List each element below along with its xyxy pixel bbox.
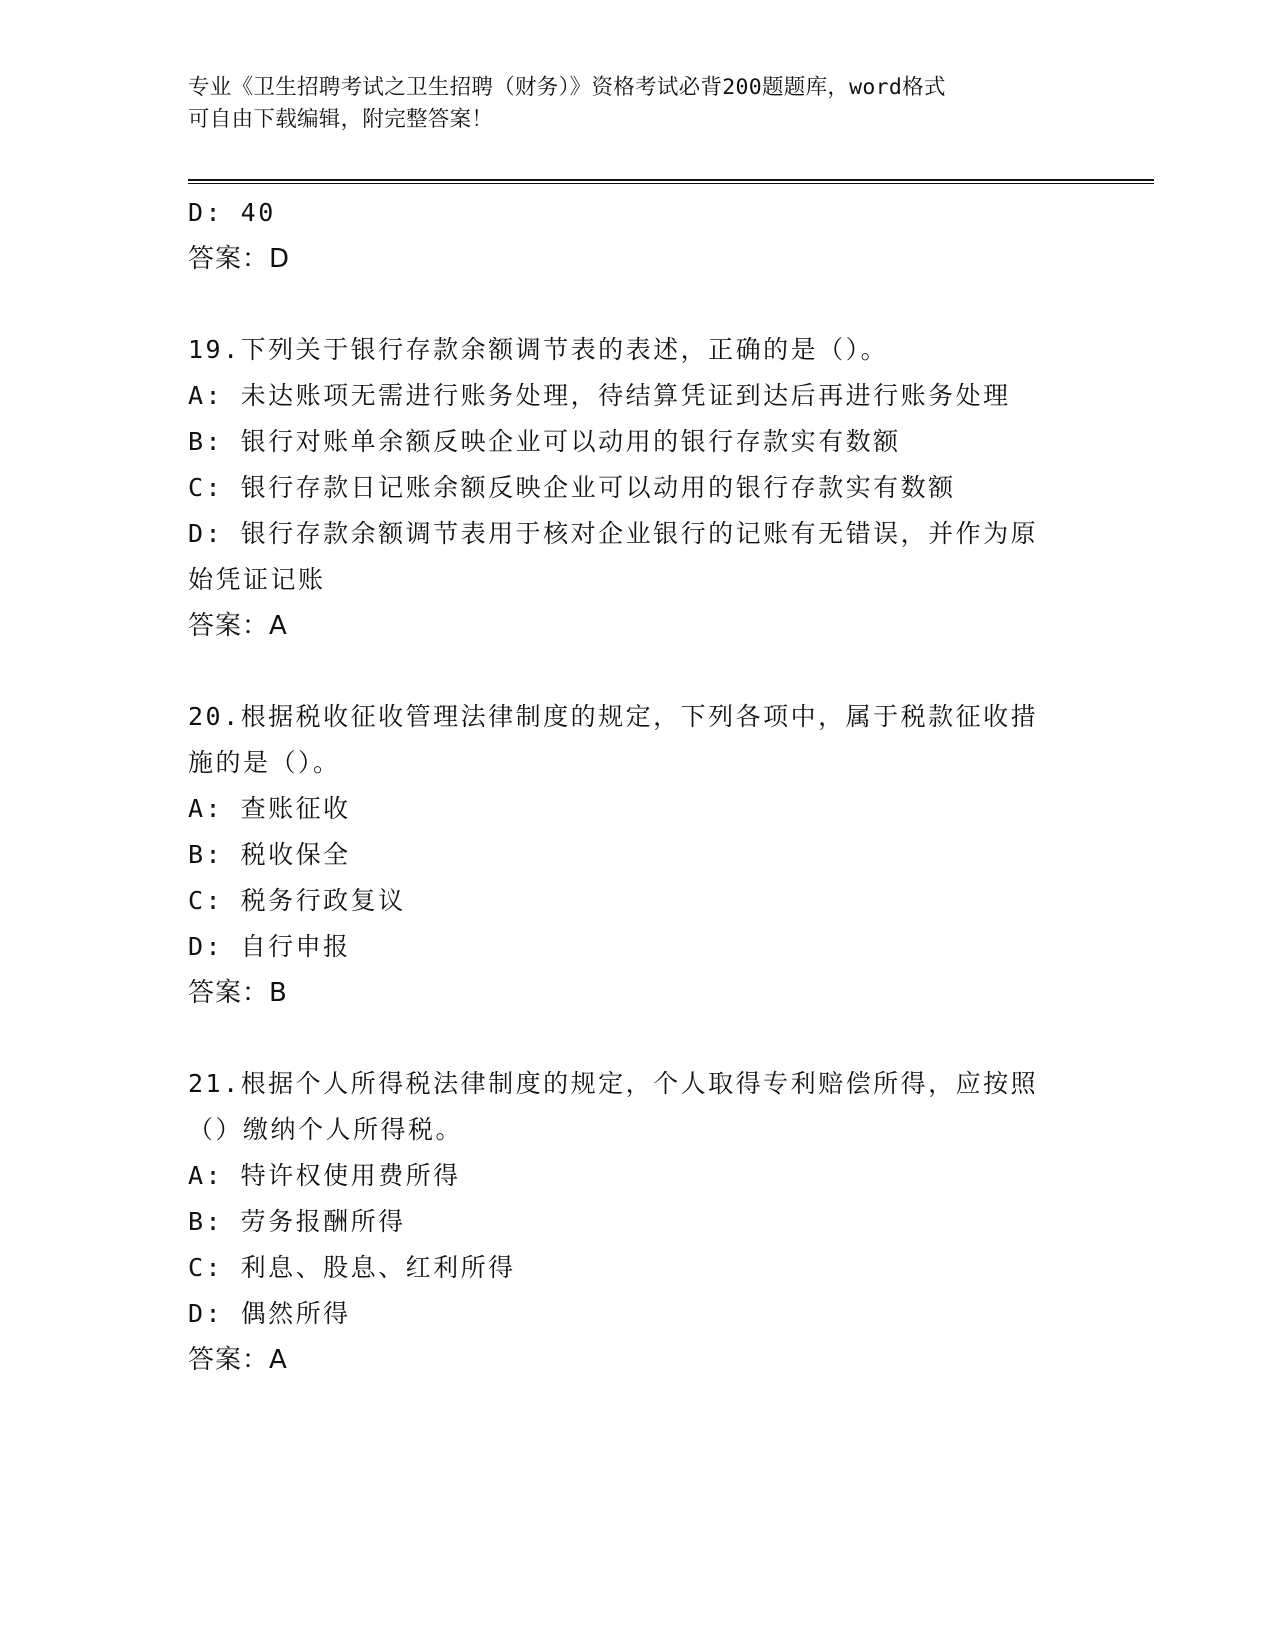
option-b: B: 银行对账单余额反映企业可以动用的银行存款实有数额: [188, 427, 901, 456]
question-21: [188, 1061, 1088, 1383]
header-title-line-1: 专业《卫生招聘考试之卫生招聘（财务）》资格考试必背200题题库，word格式: [188, 75, 946, 100]
answer: 答案：B: [188, 978, 288, 1008]
option-b: B: 税收保全: [188, 840, 351, 869]
option-b: B: 劳务报酬所得: [188, 1207, 406, 1236]
document-body: [188, 190, 1088, 1383]
option-a: A: 特许权使用费所得: [188, 1161, 461, 1190]
question-stem-line-continued: 施的是（）。: [188, 748, 341, 777]
option-a: A: 查账征收: [188, 794, 351, 823]
header-divider-thick: [188, 179, 1154, 181]
option-a: A: 未达账项无需进行账务处理，待结算凭证到达后再进行账务处理: [188, 381, 1011, 410]
answer: 答案：A: [188, 611, 288, 641]
question-stem-line: 21.根据个人所得税法律制度的规定，个人取得专利赔偿所得，应按照: [188, 1069, 1039, 1098]
option-d: D: 自行申报: [188, 932, 351, 961]
option-c: C: 税务行政复议: [188, 886, 406, 915]
question-stem-line-continued: （）缴纳个人所得税。: [188, 1115, 464, 1144]
question-stem-line: 19.下列关于银行存款余额调节表的表述，正确的是（）。: [188, 335, 889, 364]
option-d-continued: 始凭证记账: [188, 565, 326, 594]
answer: 答案：A: [188, 1345, 288, 1375]
carryover-answer: 答案：D: [188, 244, 291, 274]
carryover-option-d: D: 40: [188, 198, 276, 227]
question-stem-line: 20.根据税收征收管理法律制度的规定，下列各项中，属于税款征收措: [188, 702, 1039, 731]
header-divider-thin: [188, 183, 1154, 184]
question-20: [188, 694, 1088, 1016]
document-header: [188, 72, 1068, 136]
option-c: C: 银行存款日记账余额反映企业可以动用的银行存款实有数额: [188, 473, 956, 502]
option-c: C: 利息、股息、红利所得: [188, 1253, 516, 1282]
option-d: D: 银行存款余额调节表用于核对企业银行的记账有无错误，并作为原: [188, 519, 1039, 548]
header-title-line-2: 可自由下载编辑，附完整答案！: [188, 107, 494, 132]
option-d: D: 偶然所得: [188, 1299, 351, 1328]
question-19: [188, 327, 1088, 649]
